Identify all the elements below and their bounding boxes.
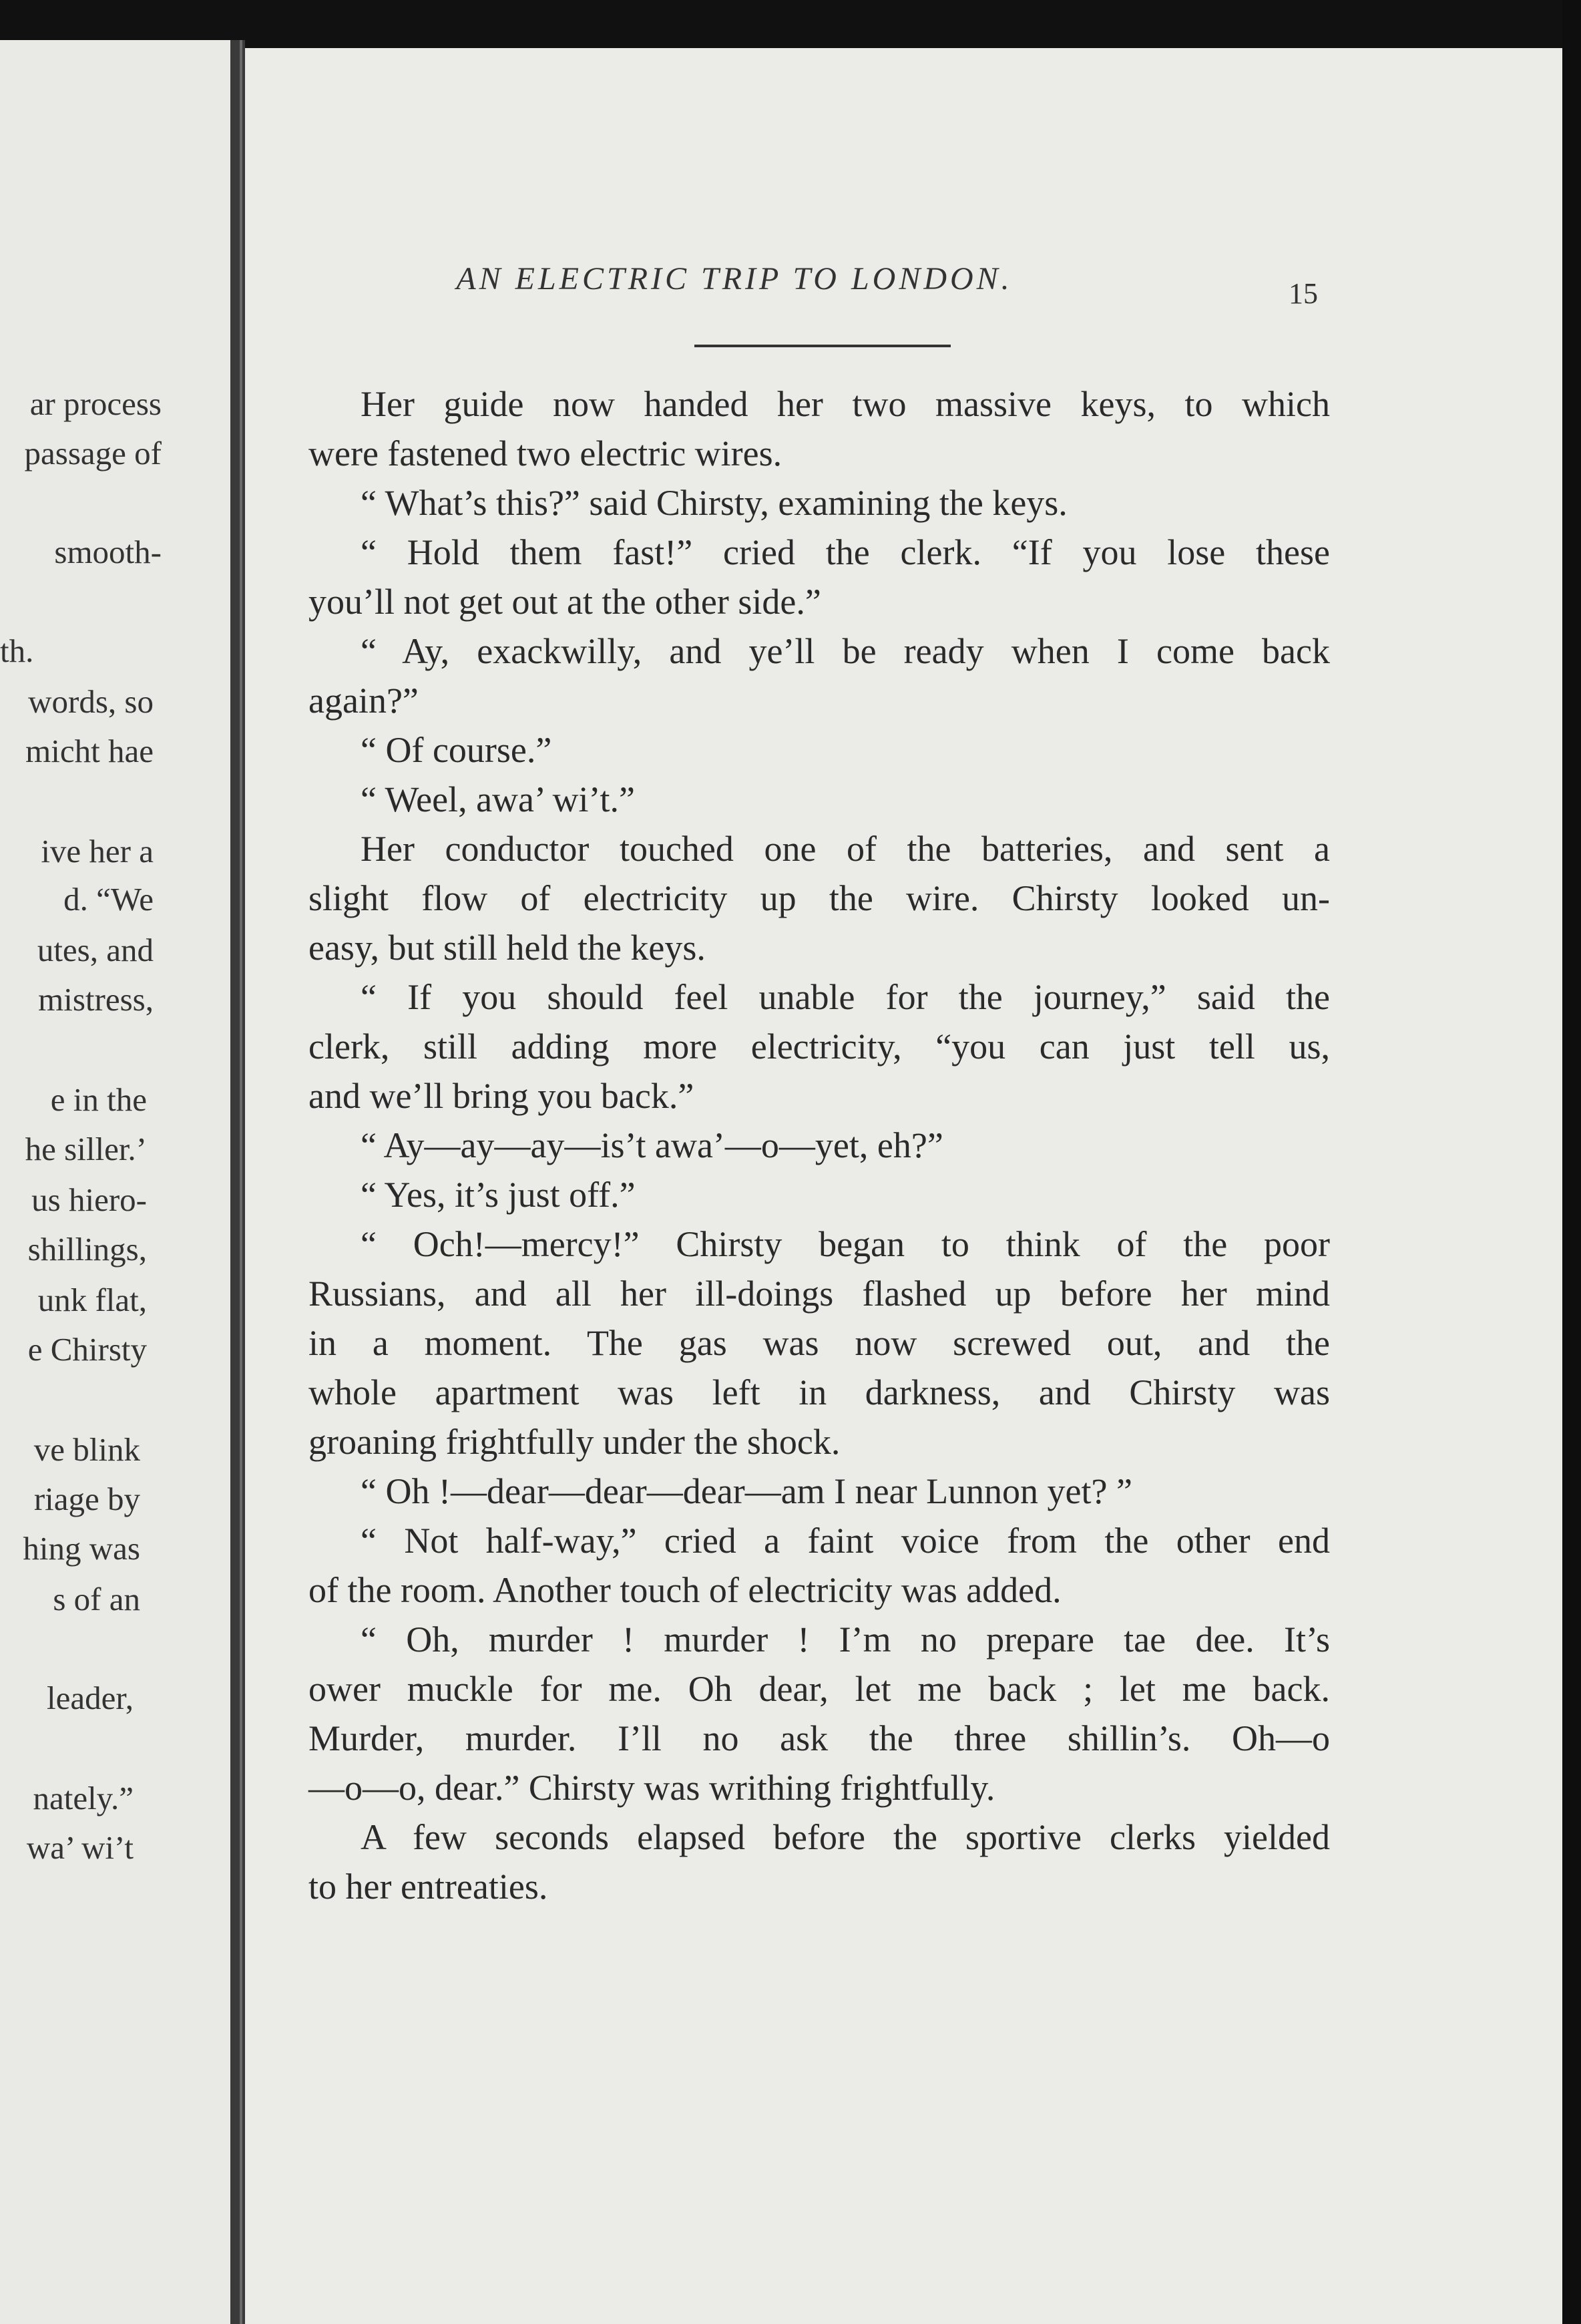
text-line: “ If you should feel unable for the journey,” said the [361,977,1330,1017]
left-page-line: e in the [50,1081,147,1118]
left-page-line: riage by [33,1481,140,1517]
left-page-line: shillings, [27,1231,147,1268]
text-line: ower muckle for me. Oh dear, let me back ; let me back. [308,1669,1330,1709]
text-line: “ Och!—mercy!” Chirsty began to think of the poor [361,1224,1330,1264]
left-page-line: micht hae [25,733,154,769]
text-line: “ Yes, it’s just off.” [361,1175,636,1215]
gutter-line [240,40,242,2324]
left-page-line: ve blink [33,1431,140,1468]
left-page-line: nately.” [33,1780,134,1816]
left-page-line: smooth- [54,534,162,570]
text-line: clerk, still adding more electricity, “you can just tell us, [308,1026,1330,1067]
scan-right-border [1562,0,1581,2324]
running-head: AN ELECTRIC TRIP TO LONDON. [456,261,1013,297]
text-line: easy, but still held the keys. [308,928,706,968]
left-page-line: th. [0,632,34,669]
text-line: Russians, and all her ill-doings flashed up before her mind [308,1274,1330,1314]
text-line: were fastened two electric wires. [308,433,782,473]
text-line: “ Of course.” [361,730,552,770]
left-page-line: words, so [28,683,154,720]
left-page-line: unk flat, [37,1282,147,1318]
text-line: and we’ll bring you back.” [308,1076,694,1116]
text-line: of the room. Another touch of electricity was added. [308,1570,1062,1610]
left-page-line: ive her a [41,833,154,869]
left-page-fragment [0,40,240,2324]
text-line: again?” [308,681,419,721]
page-number: 15 [1289,277,1318,310]
text-line: A few seconds elapsed before the sportive clerks yielded [361,1817,1330,1857]
body-text [308,379,1330,1911]
text-line: “ Oh !—dear—dear—dear—am I near Lunnon yet? ” [361,1471,1132,1511]
book-gutter [230,40,245,2324]
text-line: slight flow of electricity up the wire. Chirsty looked un- [308,878,1330,918]
text-line: Her conductor touched one of the batteries, and sent a [361,829,1330,869]
left-page-line: mistress, [38,981,154,1018]
text-line: in a moment. The gas was now screwed out, and the [308,1323,1330,1363]
text-line: Her guide now handed her two massive keys, to which [361,384,1330,424]
text-line: “ Ay, exackwilly, and ye’ll be ready when I come back [361,631,1330,671]
text-line: to her entreaties. [308,1867,548,1907]
text-line: Murder, murder. I’ll no ask the three shillin’s. Oh—o [308,1718,1330,1758]
left-page-line: utes, and [37,932,154,968]
text-line: “ Not half-way,” cried a faint voice from the other end [361,1521,1330,1561]
left-page-line: us hiero- [31,1181,147,1218]
text-line: “ Oh, murder ! murder ! I’m no prepare tae dee. It’s [361,1619,1330,1660]
head-rule [694,345,951,347]
text-line: “ Hold them fast!” cried the clerk. “If you lose these [361,532,1330,572]
left-page-line: s of an [53,1581,140,1617]
text-line: groaning frightfully under the shock. [308,1422,841,1462]
text-line: whole apartment was left in darkness, and Chirsty was [308,1372,1330,1412]
text-line: “ Weel, awa’ wi’t.” [361,779,635,819]
text-line: you’ll not get out at the other side.” [308,582,821,622]
text-line: —o—o, dear.” Chirsty was writhing frightfully. [308,1768,995,1808]
text-line: “ Ay—ay—ay—is’t awa’—o—yet, eh?” [361,1125,943,1165]
left-page-line: d. “We [63,881,154,918]
left-page-line: passage of [24,435,162,471]
left-page-line: leader, [47,1680,134,1716]
left-page-line: wa’ wi’t [26,1829,134,1866]
left-page-line: he siller.’ [25,1131,147,1167]
left-page-line: hing was [23,1530,140,1567]
left-page-line: ar process [29,385,162,422]
text-line: “ What’s this?” said Chirsty, examining the keys. [361,483,1068,523]
left-page-line: e Chirsty [27,1331,147,1368]
